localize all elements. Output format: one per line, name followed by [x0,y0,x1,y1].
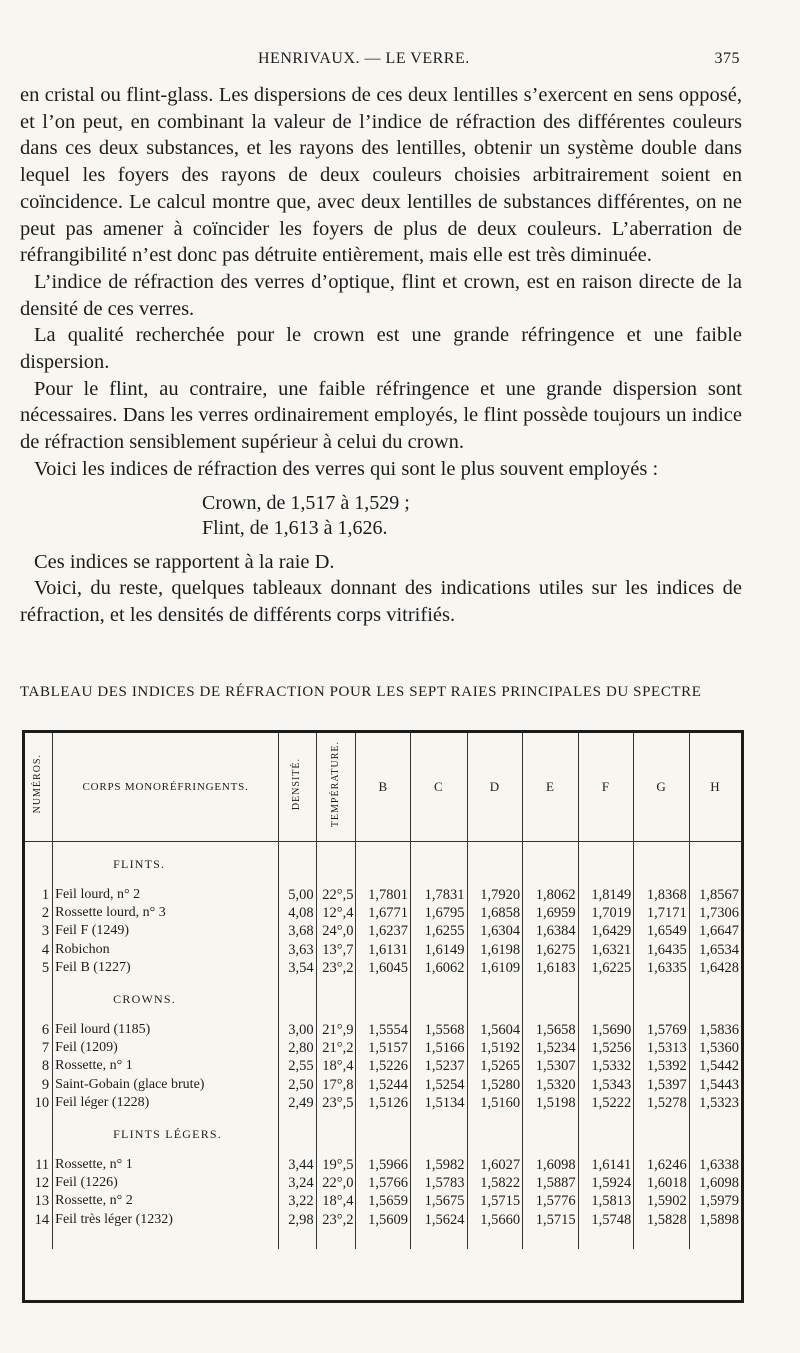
body-name: Rossette, n° 1 [53,1057,279,1075]
running-title: HENRIVAUX. — LE VERRE. [258,50,470,67]
table-row [25,1076,741,1094]
page-number: 375 [714,50,740,67]
index-cell: 1,6304 [467,922,523,940]
density-cell: 2,80 [278,1039,316,1057]
header-raie-e: E [523,733,579,842]
index-cell: 1,5320 [523,1076,579,1094]
row-number: 6 [41,1022,50,1039]
temperature-cell: 24°,0 [316,922,356,940]
index-cell: 1,5222 [578,1094,634,1112]
index-cell: 1,5659 [356,1192,411,1210]
section-row [25,1112,741,1156]
table-row [25,1039,741,1057]
index-cell: 1,5924 [578,1174,634,1192]
index-cell: 1,6183 [523,959,579,977]
temperature-cell: 18°,4 [316,1057,356,1075]
density-cell: 2,55 [278,1057,316,1075]
header-corps: CORPS MONORÉFRINGENTS. [53,733,279,842]
index-cell: 1,5237 [411,1057,468,1075]
index-cell: 1,6045 [356,959,411,977]
index-cell: 1,7171 [634,904,690,922]
formula-flint: Flint, de 1,613 à 1,626. [202,516,388,539]
body-name: Feil très léger (1232) [53,1211,279,1229]
index-cell: 1,5313 [634,1039,690,1057]
index-cell: 1,6428 [689,959,741,977]
paragraph: La qualité recherchée pour le crown est une grande réfringence et une faible dispersion. [20,324,742,374]
temperature-cell: 12°,4 [316,904,356,922]
index-cell: 1,6237 [356,922,411,940]
body-text [20,82,742,629]
temperature-cell: 23°,2 [316,1211,356,1229]
index-cell: 1,5192 [467,1039,523,1057]
paragraph: Voici, du reste, quelques tableaux donnant des indications utiles sur les indices de réfraction, et les densités de différents corps vitrifiés. [20,577,742,626]
row-number: 4 [41,941,50,958]
table-row [25,1057,741,1075]
index-cell: 1,6795 [411,904,468,922]
body-name: Saint-Gobain (glace brute) [53,1076,279,1094]
table-row [25,959,741,977]
index-cell: 1,5166 [411,1039,468,1057]
temperature-cell: 21°,9 [316,1021,356,1039]
refraction-table [25,733,741,1249]
section-label: CROWNS. [53,977,279,1021]
index-cell: 1,6338 [689,1156,741,1174]
row-number: 8 [41,1058,50,1075]
index-cell: 1,5769 [634,1021,690,1039]
table-row [25,1021,741,1039]
row-number: 3 [41,923,50,940]
formula-block [202,491,742,541]
row-number: 5 [41,959,50,976]
index-cell: 1,5568 [411,1021,468,1039]
density-cell: 5,00 [278,886,316,904]
index-cell: 1,5360 [689,1039,741,1057]
index-cell: 1,6027 [467,1156,523,1174]
row-number: 12 [34,1175,50,1192]
body-name: Feil (1209) [53,1039,279,1057]
index-cell: 1,5443 [689,1076,741,1094]
index-cell: 1,7831 [411,886,468,904]
index-cell: 1,5836 [689,1021,741,1039]
density-cell: 4,08 [278,904,316,922]
index-cell: 1,5256 [578,1039,634,1057]
page-header [0,50,800,76]
index-cell: 1,5748 [578,1211,634,1229]
index-cell: 1,5966 [356,1156,411,1174]
index-cell: 1,5234 [523,1039,579,1057]
index-cell: 1,7920 [467,886,523,904]
temperature-cell: 23°,2 [316,959,356,977]
index-cell: 1,6435 [634,941,690,959]
index-cell: 1,5902 [634,1192,690,1210]
index-cell: 1,6429 [578,922,634,940]
section-label: FLINTS. [53,842,279,887]
index-cell: 1,5828 [634,1211,690,1229]
index-cell: 1,6275 [523,941,579,959]
body-name: Feil B (1227) [53,959,279,977]
index-cell: 1,5813 [578,1192,634,1210]
row-number: 2 [41,905,50,922]
index-cell: 1,5675 [411,1192,468,1210]
temperature-cell: 22°,0 [316,1174,356,1192]
row-number: 7 [41,1040,50,1057]
index-cell: 1,5783 [411,1174,468,1192]
density-cell: 3,22 [278,1192,316,1210]
body-name: Feil F (1249) [53,922,279,940]
paragraph: Pour le flint, au contraire, une faible réfringence et une grande dispersion sont nécessaires. Dans les verres ordinairement employés, le flint possède toujours un indice de réfraction sensiblement supérieur à celui du crown. [20,377,742,454]
refraction-table-frame [22,730,744,1303]
header-numeros: NUMÉROS. [25,733,53,842]
index-cell: 1,6335 [634,959,690,977]
section-label: FLINTS LÉGERS. [53,1112,279,1156]
index-cell: 1,5397 [634,1076,690,1094]
body-name: Feil (1226) [53,1174,279,1192]
index-cell: 1,6098 [523,1156,579,1174]
index-cell: 1,5887 [523,1174,579,1192]
index-cell: 1,5280 [467,1076,523,1094]
index-cell: 1,5323 [689,1094,741,1112]
index-cell: 1,6384 [523,922,579,940]
density-cell: 2,50 [278,1076,316,1094]
row-number: 1 [41,887,50,903]
index-cell: 1,7019 [578,904,634,922]
temperature-cell: 18°,4 [316,1192,356,1210]
index-cell: 1,5254 [411,1076,468,1094]
row-number: 9 [41,1076,50,1093]
temperature-cell: 21°,2 [316,1039,356,1057]
table-body [25,842,741,1249]
index-cell: 1,6321 [578,941,634,959]
table-row [25,1156,741,1174]
index-cell: 1,5157 [356,1039,411,1057]
index-cell: 1,5265 [467,1057,523,1075]
index-cell: 1,6098 [689,1174,741,1192]
table-row [25,904,741,922]
index-cell: 1,5278 [634,1094,690,1112]
table-row [25,1211,741,1229]
index-cell: 1,5134 [411,1094,468,1112]
index-cell: 1,6549 [634,922,690,940]
density-cell: 3,54 [278,959,316,977]
density-cell: 2,49 [278,1094,316,1112]
table-row [25,941,741,959]
section-row [25,977,741,1021]
body-name: Rossette, n° 1 [53,1156,279,1174]
row-number: 14 [34,1211,50,1228]
header-temperature: TEMPÉRATURE. [316,733,356,842]
body-name: Feil lourd, n° 2 [53,886,279,904]
row-number: 11 [35,1157,50,1174]
body-name: Feil léger (1228) [53,1094,279,1112]
index-cell: 1,5982 [411,1156,468,1174]
index-cell: 1,5776 [523,1192,579,1210]
density-cell: 3,68 [278,922,316,940]
table-row [25,886,741,904]
index-cell: 1,5660 [467,1211,523,1229]
body-name: Rossette, n° 2 [53,1192,279,1210]
index-cell: 1,8062 [523,886,579,904]
index-cell: 1,5332 [578,1057,634,1075]
index-cell: 1,5604 [467,1021,523,1039]
index-cell: 1,6255 [411,922,468,940]
index-cell: 1,7801 [356,886,411,904]
header-raie-f: F [578,733,634,842]
body-name: Rossette lourd, n° 3 [53,904,279,922]
table-row [25,1192,741,1210]
table-row [25,1174,741,1192]
table-title: TABLEAU DES INDICES DE RÉFRACTION POUR LES SEPT RAIES PRINCIPALES DU SPECTRE [20,684,702,700]
paragraph: Voici les indices de réfraction des verres qui sont le plus souvent employés : [34,457,659,480]
index-cell: 1,5624 [411,1211,468,1229]
index-cell: 1,5715 [467,1192,523,1210]
density-cell: 3,63 [278,941,316,959]
index-cell: 1,5160 [467,1094,523,1112]
paragraph: L’indice de réfraction des verres d’optique, flint et crown, est en raison directe de la densité de ces verres. [20,270,742,320]
index-cell: 1,8149 [578,886,634,904]
index-cell: 1,5690 [578,1021,634,1039]
index-cell: 1,5198 [523,1094,579,1112]
index-cell: 1,7306 [689,904,741,922]
index-cell: 1,5244 [356,1076,411,1094]
index-cell: 1,5226 [356,1057,411,1075]
index-cell: 1,6647 [689,922,741,940]
temperature-cell: 19°,5 [316,1156,356,1174]
index-cell: 1,5609 [356,1211,411,1229]
temperature-cell: 13°,7 [316,941,356,959]
index-cell: 1,6225 [578,959,634,977]
header-raie-c: C [411,733,468,842]
temperature-cell: 23°,5 [316,1094,356,1112]
header-raie-b: B [356,733,411,842]
section-row [25,842,741,887]
index-cell: 1,5126 [356,1094,411,1112]
header-raie-g: G [634,733,690,842]
index-cell: 1,5554 [356,1021,411,1039]
index-cell: 1,6149 [411,941,468,959]
table-row [25,1094,741,1112]
body-name: Feil lourd (1185) [53,1021,279,1039]
row-number: 13 [34,1193,50,1210]
row-number: 10 [34,1094,50,1111]
index-cell: 1,6131 [356,941,411,959]
index-cell: 1,8567 [689,886,741,904]
index-cell: 1,6018 [634,1174,690,1192]
index-cell: 1,6771 [356,904,411,922]
index-cell: 1,6246 [634,1156,690,1174]
table-row [25,922,741,940]
index-cell: 1,5766 [356,1174,411,1192]
formula-crown: Crown, de 1,517 à 1,529 ; [202,491,410,514]
index-cell: 1,5898 [689,1211,741,1229]
header-raie-h: H [689,733,741,842]
header-densite: DENSITÉ. [278,733,316,842]
temperature-cell: 17°,8 [316,1076,356,1094]
index-cell: 1,6141 [578,1156,634,1174]
index-cell: 1,6858 [467,904,523,922]
density-cell: 2,98 [278,1211,316,1229]
table-header-row [25,733,741,842]
index-cell: 1,6109 [467,959,523,977]
index-cell: 1,5715 [523,1211,579,1229]
temperature-cell: 22°,5 [316,886,356,904]
density-cell: 3,00 [278,1021,316,1039]
header-raie-d: D [467,733,523,842]
index-cell: 1,5343 [578,1076,634,1094]
index-cell: 1,5442 [689,1057,741,1075]
paragraph: Ces indices se rapportent à la raie D. [34,550,335,573]
index-cell: 1,6062 [411,959,468,977]
index-cell: 1,5307 [523,1057,579,1075]
density-cell: 3,44 [278,1156,316,1174]
index-cell: 1,5822 [467,1174,523,1192]
index-cell: 1,8368 [634,886,690,904]
density-cell: 3,24 [278,1174,316,1192]
body-name: Robichon [53,941,279,959]
paragraph: en cristal ou flint-glass. Les dispersions de ces deux lentilles s’exercent en sens opposé, et l’on peut, en combinant la valeur de l’indice de réfraction des différentes couleurs dans ces deux substances, et les rayons des lentilles, obtenir un système double dans lequel les foyers des rayons de deux couleurs choisies arbitrairement soient en coïncidence. Le calcul montre que, avec deux lentilles de substances différentes, on ne peut pas amener à coïncider les foyers de plus de deux couleurs. L’aberration de réfrangibilité n’est donc pas détruite entièrement, mais elle est très diminuée. [20,84,742,267]
index-cell: 1,5979 [689,1192,741,1210]
index-cell: 1,6198 [467,941,523,959]
index-cell: 1,6534 [689,941,741,959]
index-cell: 1,5658 [523,1021,579,1039]
index-cell: 1,6959 [523,904,579,922]
index-cell: 1,5392 [634,1057,690,1075]
